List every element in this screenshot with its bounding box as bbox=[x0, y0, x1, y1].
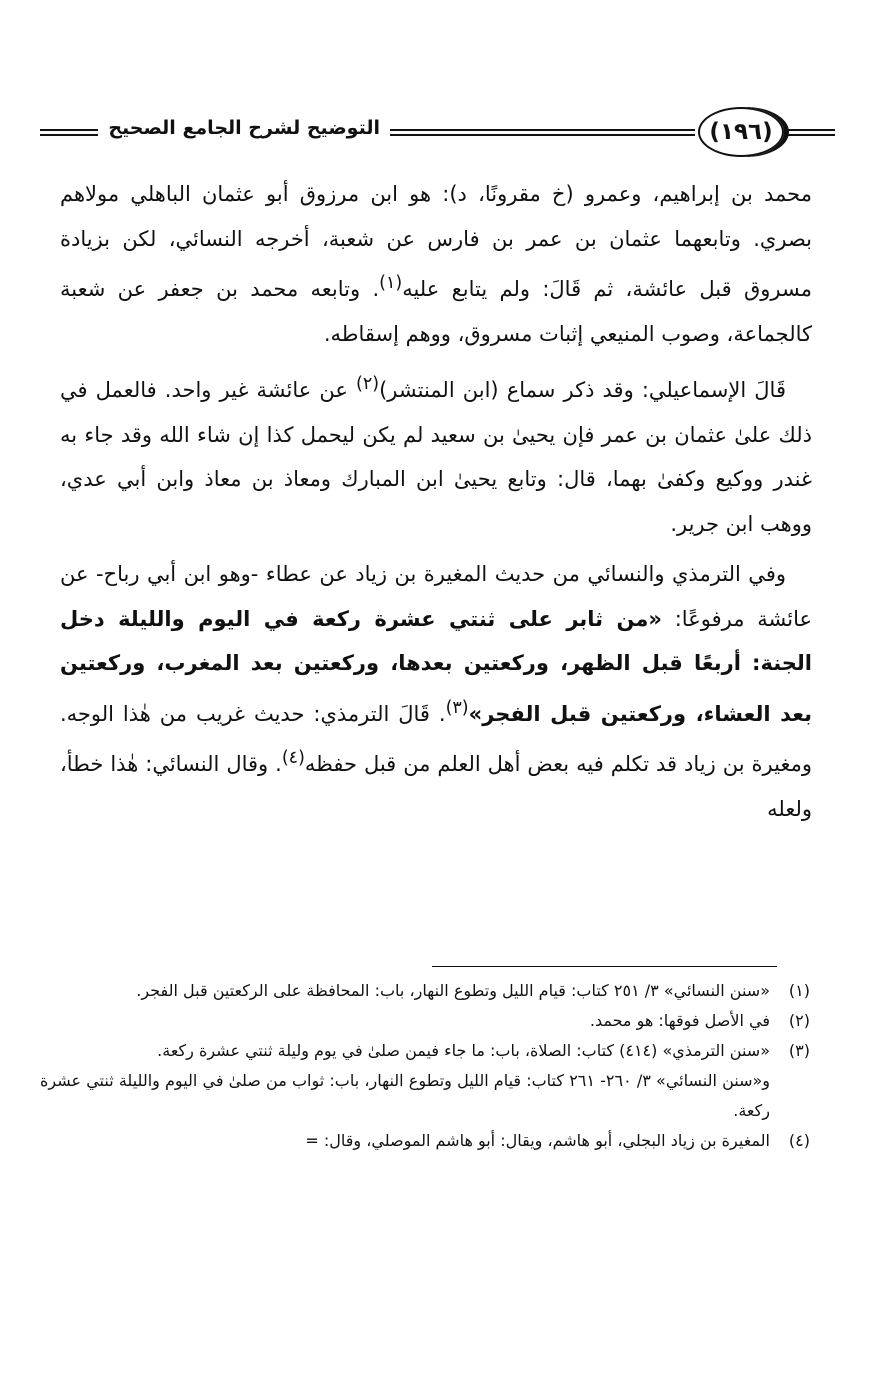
footnote-text: «سنن النسائي» ٣/ ٢٥١ كتاب: قيام الليل وتطوع النهار، باب: المحافظة على الركعتين قبل الفجر. bbox=[136, 981, 770, 1000]
header-rule-middle bbox=[390, 129, 695, 136]
footnote-text: «سنن الترمذي» (٤١٤) كتاب: الصلاة، باب: ما جاء فيمن صلىٰ في يوم وليلة ثنتي عشرة ركعة. bbox=[157, 1041, 770, 1060]
footnote-ref-4: (٤) bbox=[281, 748, 305, 768]
footnotes bbox=[40, 976, 810, 1156]
page-number: (١٩٦) bbox=[698, 107, 784, 157]
footnote-text: في الأصل فوقها: هو محمد. bbox=[589, 1011, 770, 1030]
paragraph-3-text: وفي الترمذي والنسائي من حديث المغيرة بن زياد عن عطاء -وهو ابن أبي رباح- عن عائشة مرفوعًا: bbox=[60, 562, 812, 631]
footnote-1 bbox=[40, 976, 810, 1006]
main-text bbox=[60, 172, 812, 831]
footnote-text: المغيرة بن زياد البجلي، أبو هاشم، ويقال: أبو هاشم الموصلي، وقال: = bbox=[305, 1131, 770, 1150]
paragraph-2-end: عن عائشة غير واحد. فالعمل في ذلك علىٰ عثمان بن عمر فإن يحيىٰ بن سعيد لم يكن ليحمل كذا إن شاء الله وقد جاء به غندر ووكيع وكفىٰ بهما، قال: وتابع يحيىٰ ابن المبارك ومعاذ بن معاذ وابن أبي عدي، ووهب ابن جرير. bbox=[60, 378, 812, 536]
footnote-2 bbox=[40, 1006, 810, 1036]
paragraph-3 bbox=[60, 552, 812, 831]
footnote-number: (١) bbox=[788, 981, 810, 1000]
paragraph-1-text: محمد بن إبراهيم، وعمرو (خ مقرونًا، د): هو ابن مرزوق أبو عثمان الباهلي مولاهم بصري. وتابعهما عثمان بن عمر بن فارس عن شعبة، أخرجه النسائي، لكن بزيادة مسروق قبل عائشة، ثم قَالَ: ولم يتابع عليه bbox=[60, 182, 813, 301]
hadith-quote: «من ثابر على ثنتي عشرة ركعة في اليوم والليلة دخل الجنة: أربعًا قبل الظهر، وركعتين بعدها، وركعتين بعد المغرب، وركعتين بعد العشاء، وركعتين قبل الفجر» bbox=[60, 606, 812, 726]
header-rule-left bbox=[40, 129, 98, 136]
paragraph-1-end: . وتابعه محمد بن جعفر عن شعبة كالجماعة، وصوب المنيعي إثبات مسروق، ووهم إسقاطه. bbox=[60, 277, 812, 346]
running-title: التوضيح لشرح الجامع الصحيح bbox=[108, 117, 380, 139]
footnote-number: (٣) bbox=[788, 1041, 810, 1060]
paragraph-2-text: قَالَ الإسماعيلي: وقد ذكر سماع (ابن المنتشر) bbox=[379, 378, 786, 402]
paragraph-1 bbox=[60, 172, 812, 356]
page-header bbox=[30, 105, 840, 165]
footnote-3 bbox=[40, 1036, 810, 1066]
footnote-ref-2: (٢) bbox=[356, 374, 380, 394]
footnote-3-continuation: و«سنن النسائي» ٣/ ٢٦٠- ٢٦١ كتاب: قيام الليل وتطوع النهار، باب: ثواب من صلىٰ في اليوم والليلة ثنتي عشرة ركعة. bbox=[40, 1071, 771, 1120]
footnote-number: (٢) bbox=[788, 1011, 810, 1030]
footnote-number: (٤) bbox=[788, 1131, 810, 1150]
paragraph-3-end: . وقال النسائي: هٰذا خطأ، ولعله bbox=[60, 752, 812, 821]
footnote-4 bbox=[40, 1126, 810, 1156]
footnote-separator bbox=[432, 966, 777, 967]
paragraph-2 bbox=[60, 362, 812, 546]
footnote-ref-3: (٣) bbox=[445, 697, 469, 718]
footnote-ref-1: (١) bbox=[379, 273, 403, 293]
paragraph-3-middle: . قَالَ الترمذي: حديث غريب من هٰذا الوجه. ومغيرة بن زياد قد تكلم فيه بعض أهل العلم من قبل حفظه bbox=[60, 701, 813, 776]
header-rule-right bbox=[785, 129, 835, 136]
